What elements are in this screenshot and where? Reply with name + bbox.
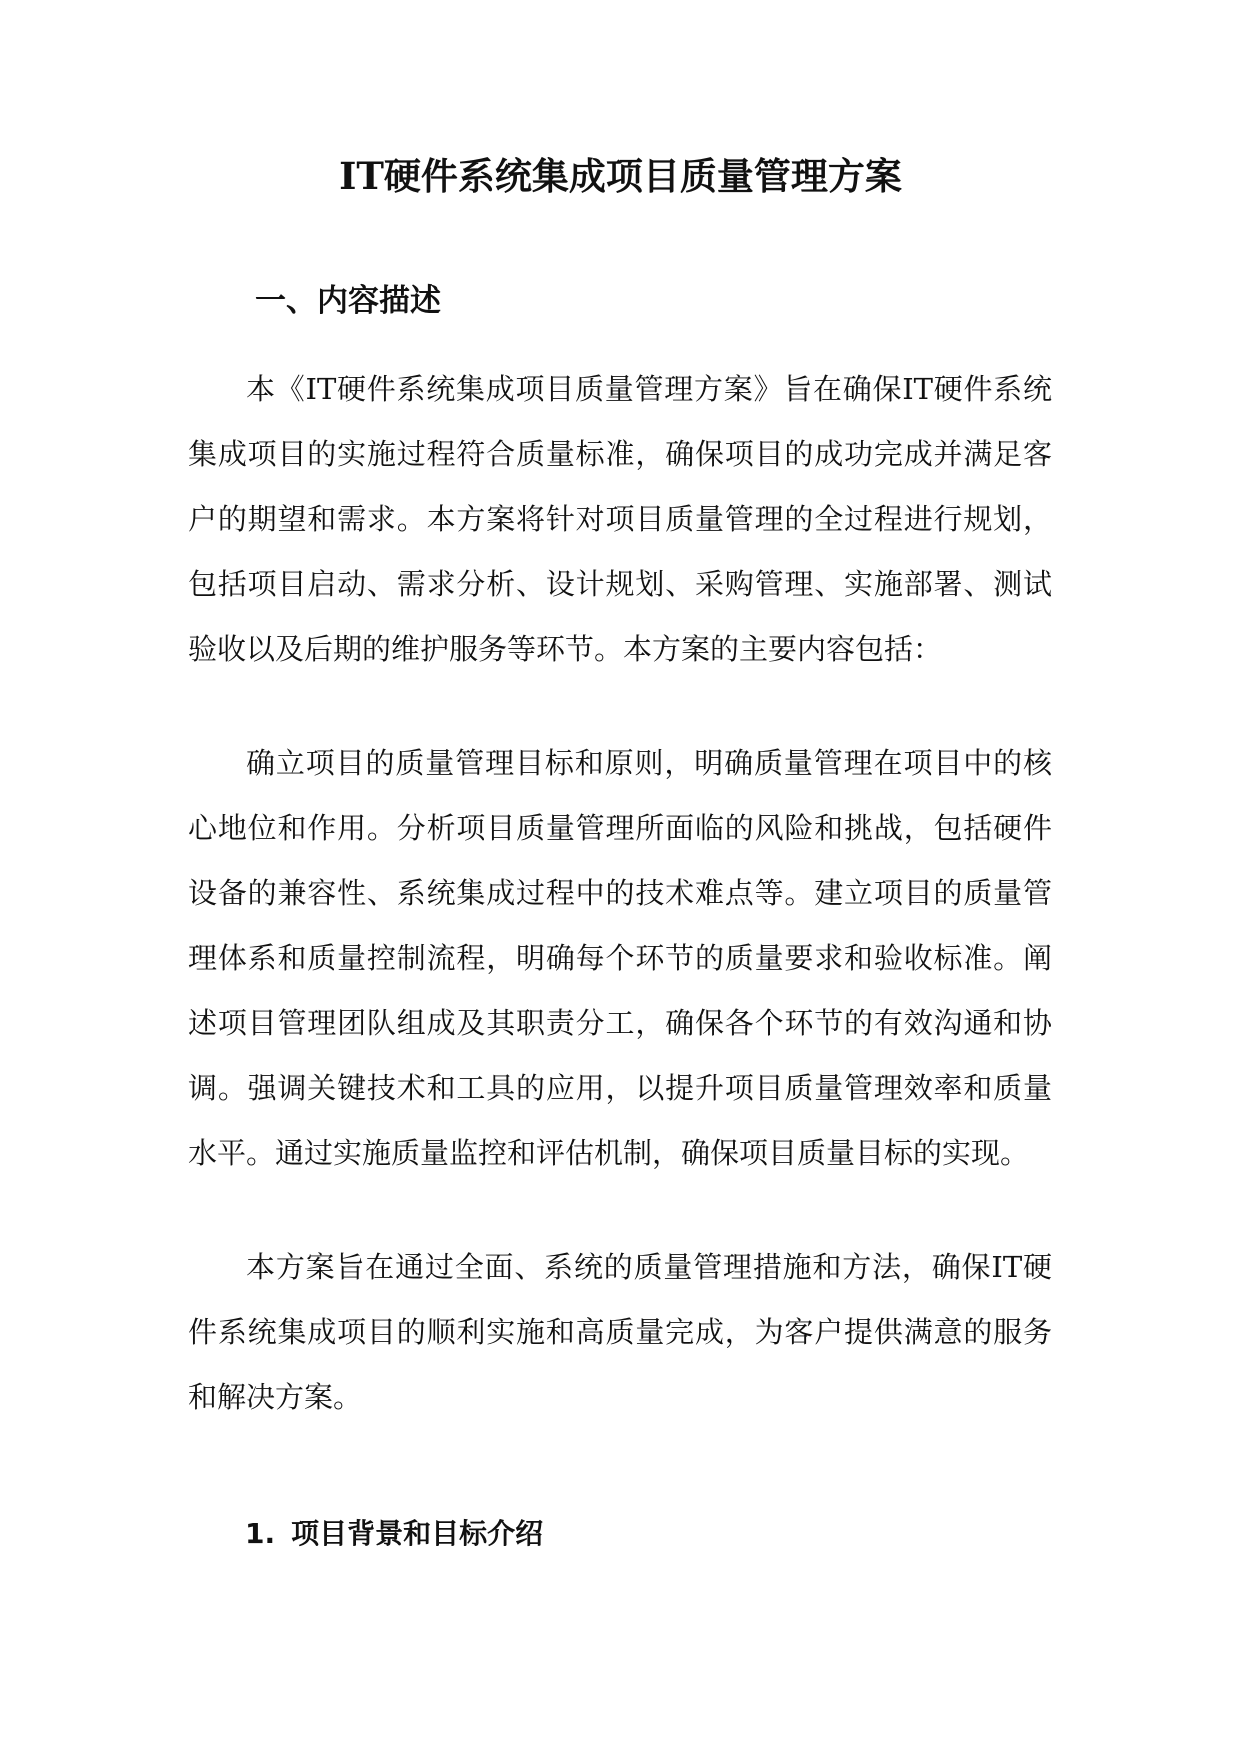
section-heading: 一、内容描述 xyxy=(255,283,441,319)
subsection-title: 项目背景和目标介绍 xyxy=(291,1517,544,1550)
subsection-number: 1. xyxy=(245,1517,276,1550)
body-paragraph: 确立项目的质量管理目标和原则，明确质量管理在项目中的核心地位和作用。分析项目质量管理所面临的风险和挑战，包括硬件设备的兼容性、系统集成过程中的技术难点等。建立项目的质量管理体系和质量控制流程，明确每个环节的质量要求和验收标准。阐述项目管理团队组成及其职责分工，确保各个环节的有效沟通和协调。强调关键技术和工具的应用，以提升项目质量管理效率和质量水平。通过实施质量监控和评估机制，确保项目质量目标的实现。 xyxy=(188,746,1052,1170)
body-paragraph: 本《IT硬件系统集成项目质量管理方案》旨在确保IT硬件系统集成项目的实施过程符合质量标准，确保项目的成功完成并满足客户的期望和需求。本方案将针对项目质量管理的全过程进行规划，包括项目启动、需求分析、设计规划、采购管理、实施部署、测试验收以及后期的维护服务等环节。本方案的主要内容包括： xyxy=(188,372,1052,666)
body-paragraph: 本方案旨在通过全面、系统的质量管理措施和方法，确保IT硬件系统集成项目的顺利实施和高质量完成，为客户提供满意的服务和解决方案。 xyxy=(188,1250,1052,1414)
document-title: IT硬件系统集成项目质量管理方案 xyxy=(339,154,902,198)
subsection-heading xyxy=(245,1512,543,1556)
